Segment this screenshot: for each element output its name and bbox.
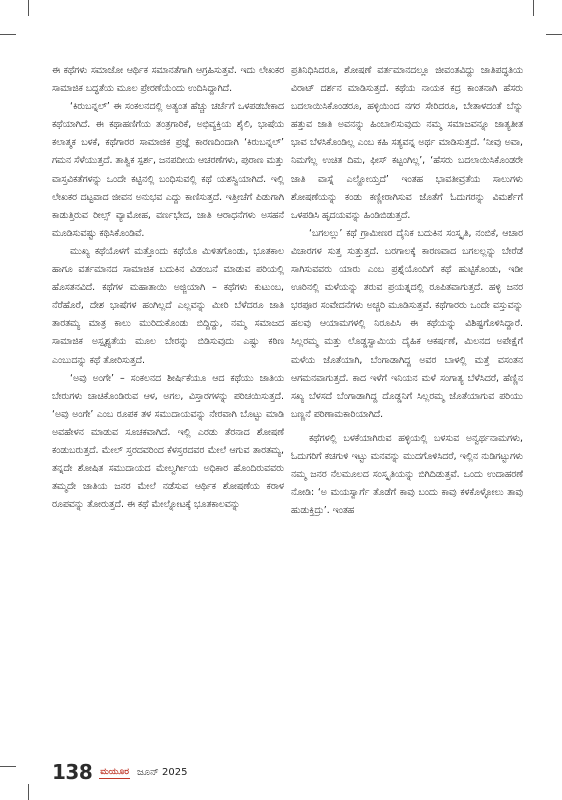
crop-mark xyxy=(28,0,29,16)
paragraph: ಪ್ರತಿನಿಧಿಸಿದರೂ, ಶೋಷಣೆ ವರ್ತಮಾನದಲ್ಲೂ ಜೀವಂತವಿದ್ದು ಜಾತಿಪದ್ಧತಿಯ ವಿರಾಟ್ ದರ್ಶನ ಮಾಡಿಸುತ್ತದೆ. ಕಥೆಯ ನಾಯಕ ಕದ್ರ ಕಾಂತನಾಗಿ ಹೆಸರು ಬದಲಾಯಿಸಿಕೊಂಡರೂ, ಹಳ್ಳಿಯಿಂದ ನಗರ ಸೇರಿದರೂ, ಬೇತಾಳದಂತೆ ಬೆನ್ನು ಹತ್ತುವ ಜಾತಿ ಅವನನ್ನು ಹಿಂಬಾಲಿಸುವುದು ನಮ್ಮ ಸಮಾಜವನ್ನೂ ಜಾತ್ಯತೀತ ಭಾವ ಬೆಳಸಿಕೊಂಡಿಲ್ಲ ಎಂಬ ಕಹಿ ಸತ್ಯವನ್ನ ಅರ್ಥ ಮಾಡಿಸುತ್ತದೆ. ‘ನೀವು ಅವಾ, ನಿಮಗೆಲ್ಲ ಉಚಿತ ದಿಮ, ಫೀಸ್ ಕಟ್ಟಂಗಿಲ್ಲ’, ‘ಹೆಸರು ಬದಲಾಯಿಸಿಕೊಂಡರೇ ಜಾತಿ ವಾಸ್ನೆ ಎಲ್ಹೋಯ್ತದೆ’ ಇಂತಹ ಭಾವತೀವ್ರತೆಯ ಸಾಲುಗಳು ಶೋಷಣೆಯನ್ನು ಕಂಡು ಕಣ್ಣೀರಾಗಿಸುವ ಜೊತೆಗೆ ಓದುಗರನ್ನು ವಿಮರ್ಶೆಗೆ ಒಳಪಡಿಸಿ ಹೃದಯವನ್ನು ಹಿಂಡಿಬಿಡುತ್ತದೆ. xyxy=(291,65,523,221)
page-number: 138 xyxy=(52,760,93,784)
article-column-left xyxy=(52,62,284,754)
paragraph: ಮುಖ್ಯ ಕಥೆಯೊಳಗೆ ಮತ್ತೊಂದು ಕಥೆಯೊ ಮಿಳಿತಗೊಂಡು, ಭೂತಕಾಲ ಹಾಗೂ ವರ್ತಮಾನದ ಸಾಮಾಜಿಕ ಬದುಕಿನ ವಿಡಂಬನೆ ಮಾಡುವ ಪರಿಯಲ್ಲಿ ಹೊಸತನವಿದೆ. ಕಥೆಗಳ ಮಹಾತಾಯಿ ಅಜ್ಜಿಯಾಗಿ – ಕಥೆಗಳು ಕುಟುಂಬ, ನೆರೆಹೊರೆ, ದೇಶ ಭಾಷೆಗಳ ಹಂಗಿಲ್ಲದೆ ಎಲ್ಲವನ್ನು ಮೀರಿ ಬೆಳೆದರೂ ಜಾತಿ ತಾರತಮ್ಯ ಮಾತ್ರ ಕಾಲು ಮುರಿದುಕೊಂಡು ಬಿದ್ದಿದ್ದು, ನಮ್ಮ ಸಮಾಜದ ಸಾಮಾಜಿಕ ಅಸ್ಪೃಶ್ಯತೆಯ ಮೂಲ ಬೇರನ್ನು ಬಿಡಿಸುವುದು ಎಷ್ಟು ಕಠಿಣ ಎಂಬುದನ್ನು ಕಥೆ ತೋರಿಸುತ್ತದೆ. xyxy=(52,245,284,366)
crop-mark xyxy=(0,766,16,767)
paragraph: ‘ಅವು ಅಂಗೇ’ – ಸಂಕಲನದ ಶೀರ್ಷಿಕೆಯೂ ಆದ ಕಥೆಯು ಜಾತಿಯ ಬೇರುಗಳು ಚಾಚಿಕೊಂಡಿರುವ ಆಳ, ಅಗಲ, ವಿಸ್ತಾರಗಳನ್ನು ಪರಿಚಯಿಸುತ್ತದೆ. ‘ಅವು ಅಂಗೇ’ ಎಂಬ ರೂಪಕ ತಳ ಸಮುದಾಯವನ್ನು ನೇರವಾಗಿ ಬೊಟ್ಟು ಮಾಡಿ ಅವಹೇಳನ ಮಾಡುವ ಸೂಚಕವಾಗಿದೆ. ಇಲ್ಲಿ ಎರಡು ತೆರನಾದ ಶೋಷಣೆ ಕಂಡುಬರುತ್ತದೆ. ಮೇಲ್ ಸ್ತರದವರಿಂದ ಕೆಳಸ್ತರದವರ ಮೇಲೆ ಆಗುವ ತಾರತಮ್ಯ, ತನ್ನದೇ ಶೋಷಿತ ಸಮುದಾಯದ ಮೇಲ್ವರ್ಗೀಯ ಅಧಿಕಾರ ಹೊಂದಿರುವವರು ತಮ್ಮದೇ ಜಾತಿಯ ಜನರ ಮೇಲೆ ನಡೆಸುವ ಆರ್ಥಿಕ ಶೋಷಣೆಯ ಕರಾಳ ರೂಪವನ್ನು ತೋರುತ್ತದೆ. ಈ ಕಥೆ ಮೇಲ್ನೋಟಕ್ಕೆ ಭೂತಕಾಲವನ್ನು xyxy=(52,372,284,511)
page-footer xyxy=(52,758,187,786)
crop-mark xyxy=(546,34,562,35)
paragraph: ಕಥೆಗಳಲ್ಲಿ ಬಳಕೆಯಾಗಿರುವ ಹಳ್ಳಿಯಲ್ಲಿ ಬಳಸುವ ಅನ್ವರ್ಥನಾಮಗಳು, ಓದುಗರಿಗೆ ಕಚಗುಳಿ ಇಟ್ಟು ಮನವನ್ನು ಮುದಗೊಳಿಸಿದರೆ, ಇಲ್ಲಿನ ನುಡಿಗಟ್ಟುಗಳು ನಮ್ಮ ಜನರ ನೆಲಮೂಲದ ಸಂಸ್ಕೃತಿಯನ್ನು ಬಿಗಿದಿಡುತ್ತವೆ. ಒಂದು ಉದಾಹರಣೆ ನೋಡಿ: ‘ಅ ಮಯಸ್ವಾರ್ಗೆ ತೊಡೆಗೆ ಕಾವು ಬಂದು ಕಾವು ಕಳಕೊಳ್ಳೋಲು ತಾವು ಹುಡುಕ್ತಿದ್ರು’. ಇಂತಹ xyxy=(291,432,523,517)
crop-mark xyxy=(0,34,16,35)
paragraph: ‘ಬಗಲಲ್ಲು’ ಕಥೆ ಗ್ರಾಮೀಣರ ದೈನಿಕ ಬದುಕಿನ ಸಂಸ್ಕೃತಿ, ನಂಬಿಕೆ, ಆಚಾರ ವಿಚಾರಗಳ ಸುತ್ತ ಸುತ್ತುತ್ತದೆ. ಬರಗಾಲಕ್ಕೆ ಕಾರಣವಾದ ಬಗಲಲ್ಲನ್ನು ಬೇರೆಡೆ ಸಾಗಿಸುವವರು ಯಾರು ಎಂಬ ಪ್ರಶ್ನೆಯೊಂದಿಗೆ ಕಥೆ ಹುಟ್ಟಿಕೊಂಡು, ಇಡೀ ಊರಿನಲ್ಲಿ ಮಳೆಯನ್ನು ತರುವ ಪ್ರಯತ್ನದಲ್ಲಿ ರೂಪಿತವಾಗುತ್ತದೆ. ಹಳ್ಳಿ ಜನರ ಭರಪೂರ ಸಂವೇದನೆಗಳು ಅಚ್ಚರಿ ಮೂಡಿಸುತ್ತವೆ. ಕಥೆಗಾರರು ಒಂದೇ ವಸ್ತುವನ್ನು ಹಲವು ಆಯಾಮಗಳಲ್ಲಿ ನಿರೂಪಿಸಿ ಈ ಕಥೆಯನ್ನು ವಿಶಿಷ್ಟಗೊಳಿಸಿದ್ದಾರೆ. ಸಿಲ್ಲರಮ್ಮ ಮತ್ತು ಲೊಡ್ಡಸ್ವಾಮಿಯ ದೈಹಿಕ ಆಕರ್ಷಣೆ, ಮಿಲನದ ಅಪೇಕ್ಷೆಗೆ ಮಳೆಯ ಜೊತೆಯಾಗಿ, ಬೆಂಗಾಡಾಗಿದ್ದ ಅವರ ಬಾಳಲ್ಲಿ ಮತ್ತೆ ವಸಂತನ ಆಗಮನವಾಗುತ್ತದೆ. ಕಾದ ಇಳೆಗೆ ಇನಿಯನ ಮಳೆ ಸಂಗಾತ್ಯ ಬೆಳೆಸಿದರೆ, ಹೆಣ್ಣಿನ ಸಖ್ಯ ಬೆಳಸದೆ ಬೆಂಗಾಡಾಗಿದ್ದ ದೊಡ್ಡನಿಗೆ ಸಿಲ್ಲರಮ್ಮ ಜೊತೆಯಾಗುವ ಪರಿಯು ಬಣ್ಣನೆ ಪರಿಣಾಮಕಾರಿಯಾಗಿದೆ. xyxy=(291,227,523,420)
article-column-right xyxy=(291,62,523,754)
crop-mark xyxy=(28,784,29,800)
paragraph: ಈ ಕಥೆಗಳು ಸಮಾಜೋ ಆರ್ಥಿಕ ಸಮಾನತೆಗಾಗಿ ಆಗ್ರಹಿಸುತ್ತವೆ. ಇದು ಲೇಖಕರ ಸಾಮಾಜಿಕ ಬದ್ಧತೆಯ ಮೂಲ ಪ್ರೇರಣೆಯೆಂದು ಉದಿಸಿದ್ದಾಗಿದೆ. xyxy=(52,65,284,95)
paragraph: ‘ಕಿರುಬನ್ನಲ್’ ಈ ಸಂಕಲನದಲ್ಲಿ ಅತ್ಯಂತ ಹೆಚ್ಚು ಚರ್ಚೆಗೆ ಒಳಪಡಬೇಕಾದ ಕಥೆಯಾಗಿದೆ. ಈ ಕಥಾಹಣಿಗೆಯ ತಂತ್ರಗಾರಿಕೆ, ಅಭಿವ್ಯಕ್ತಿಯ ಶೈಲಿ, ಭಾಷೆಯ ಕಲಾತ್ಮಕ ಬಳಕೆ, ಕಥೆಗಾರರ ಸಾಮಾಜಿಕ ಪ್ರಜ್ಞೆ ಕಾರಣದಿಂದಾಗಿ ‘ಕಿರುಬನ್ನಲ್’ ಗಮನ ಸೆಳೆಯುತ್ತದೆ. ತಾತ್ವಿಕ ಸ್ಪರ್ಶ, ಜನಪದೀಯ ಆಚರಣೆಗಳು, ಪುರಾಣ ಮತ್ತು ವಾಸ್ತವಿಕತೆಗಳನ್ನು ಒಂದೇ ಕಟ್ಟಿನಲ್ಲಿ ಬಂಧಿಸುವಲ್ಲಿ ಕಥೆ ಯಶಸ್ವಿಯಾಗಿದೆ. ಇಲ್ಲಿ ಲೇಖಕರ ದಟ್ಟವಾದ ಜೀವನ ಅನುಭವ ಎದ್ದು ಕಾಣಿಸುತ್ತದೆ. ಇತ್ತೀಚೆಗೆ ಪಿಡುಗಾಗಿ ಕಾಡುತ್ತಿರುವ ರೀಲ್ಸ್ ವ್ಯಾಮೋಹ, ವರ್ಣಭೇದ, ಜಾತಿ ಆರಾಧನೆಗಳು ಅಸಹನೆ ಮೂಡಿಸುವಷ್ಟು ಕಥಿಸಿಕೊಂಡಿವೆ. xyxy=(52,101,284,239)
crop-mark xyxy=(533,0,534,16)
issue-date: ಜೂನ್ 2025 xyxy=(136,766,188,778)
magazine-logo: ಮಯೂರ xyxy=(100,766,129,777)
